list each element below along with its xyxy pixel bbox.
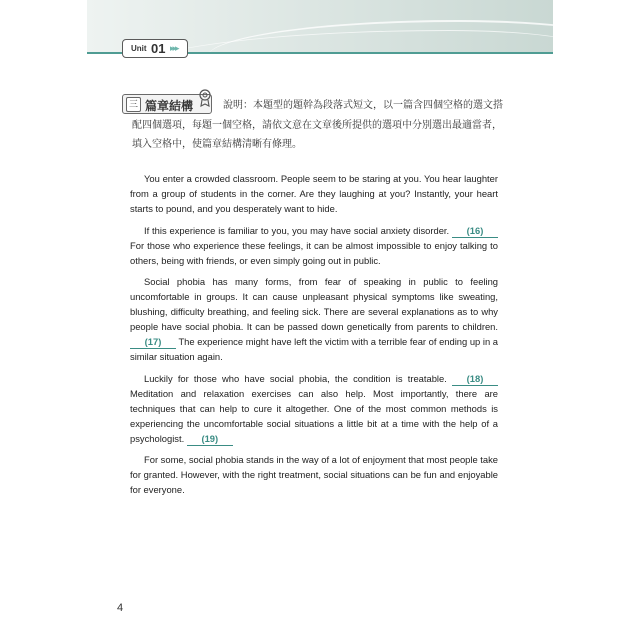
unit-tab xyxy=(122,39,188,58)
section-number: 三 xyxy=(126,97,141,112)
paragraph-4 xyxy=(130,371,498,446)
blank-19: (19) xyxy=(187,433,233,446)
paragraph-1: You enter a crowded classroom. People seem to be staring at you. You hear laughter from a group of students in the corner. Are they laughing at you? Instantly, your heart starts to pound, and you desperately want to hide. xyxy=(130,173,498,214)
paragraph-3 xyxy=(130,274,498,364)
instruction-line-1: 說明：本題型的題幹為段落式短文，以一篇含四個空格的選文搭 xyxy=(223,100,503,111)
section-title: 篇章結構 xyxy=(145,99,194,113)
blank-16: (16) xyxy=(452,225,498,238)
seal-stamp-icon xyxy=(197,89,213,109)
arrows-icon: ▸▸▸ xyxy=(170,43,178,53)
reading-passage xyxy=(130,171,498,504)
paragraph-4-text-a: Luckily for those who have social phobia, the condition is treatable. xyxy=(144,372,447,384)
paragraph-3-text-a: Social phobia has many forms, from fear of speaking in public to feeling uncomfortable in groups. It can cause unpleasant physical symptoms like sweating, blushing, difficulty breathing, and feeling sick. There are several explanations as to why people have social phobia. It can be passed down genetically from parents to children. xyxy=(130,276,498,332)
paragraph-5: For some, social phobia stands in the way of a lot of enjoyment that most people take for granted. However, with the right treatment, social situations can be fun and enjoyable for everyone. xyxy=(130,454,498,495)
banner-decoration xyxy=(127,30,553,52)
unit-word: Unit xyxy=(131,44,147,53)
page-number: 4 xyxy=(117,602,124,614)
instruction-continued: 配四個選項，每題一個空格，請依文意在文章後所提供的選項中分別選出最適當者，填入空格中，使篇章結構清晰有條理。 xyxy=(132,120,502,150)
paragraph-2-text-a: If this experience is familiar to you, you may have social anxiety disorder. xyxy=(144,224,450,236)
blank-17: (17) xyxy=(130,336,176,349)
paragraph-3-text-b: The experience might have left the victim with a terrible fear of ending up in a similar situation again. xyxy=(130,336,498,362)
paragraph-2-text-b: For those who experience these feelings, it can be almost impossible to enjoy talking to others, being with friends, or even simply going out in public. xyxy=(130,239,498,266)
paragraph-4-text-b: Meditation and relaxation exercises can also help. Most importantly, there are techniques that can help to cure it altogether. One of the most common methods is experiencing the uncomfortable social situations a little bit at a time with the help of a psychologist. xyxy=(130,387,498,444)
paragraph-2 xyxy=(130,223,498,268)
blank-18: (18) xyxy=(452,373,498,386)
unit-number: 01 xyxy=(151,41,166,56)
